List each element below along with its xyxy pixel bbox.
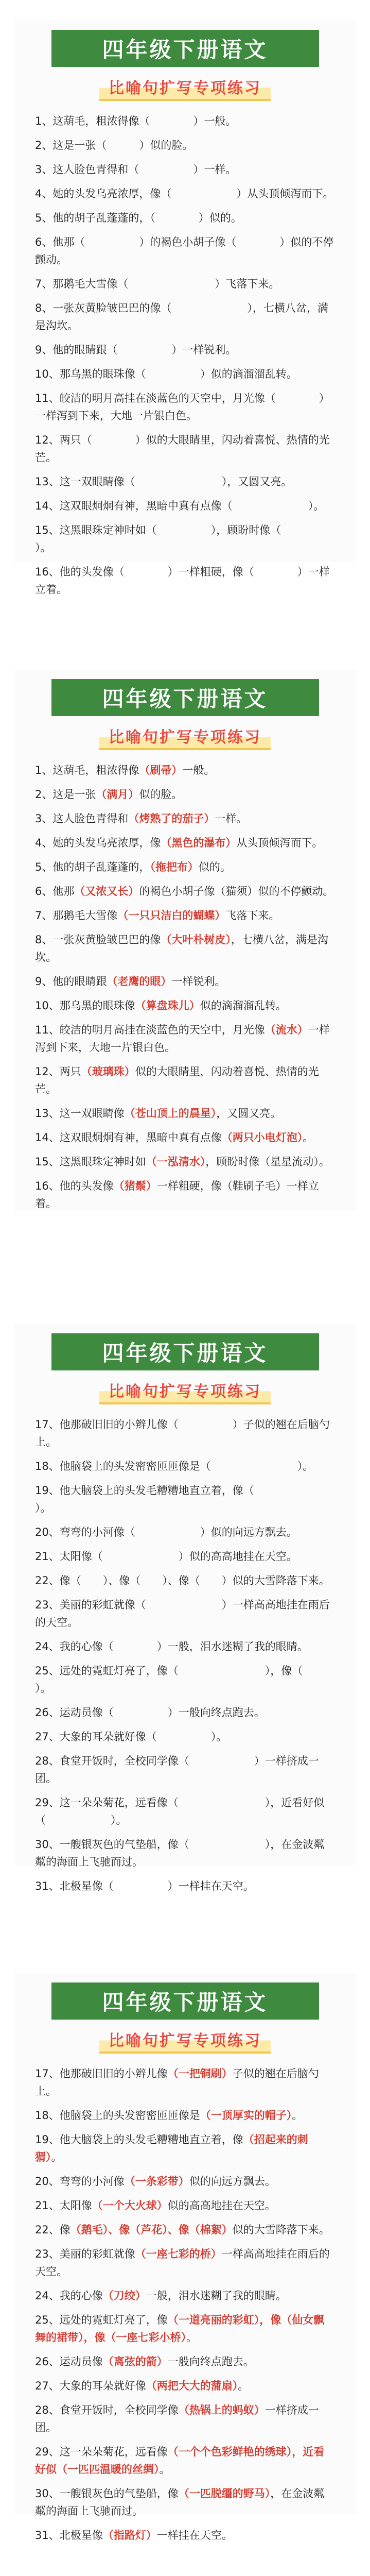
exercise-text-rest: 飞落下来。 [225, 909, 280, 922]
exercise-line [35, 1596, 335, 1631]
exercise-line [35, 473, 335, 490]
answer-text: （一匹脱缰的野马） [178, 2487, 271, 2500]
answer-text: （一道亮丽的彩虹），像（仙女飘舞的裙带），像（一座七彩小桥） [35, 2314, 325, 2344]
worksheet-2-answers [14, 670, 356, 1211]
exercise-text: 18、他脑袋上的头发密密匝匝像是（ ）。 [35, 1460, 314, 1472]
exercise-line [35, 1523, 335, 1541]
exercise-text: 10、那乌黑的眼珠像 [35, 999, 135, 1012]
exercise-text-rest: 似的大眼睛里，闪动着喜悦、热情的光芒。 [35, 1065, 319, 1095]
sheet-subtitle: 比喻句扩写专项练习 [99, 74, 271, 101]
exercise-text: 5、他的胡子乱蓬蓬的， [35, 861, 150, 873]
exercise-text: 24、我的心像（ ）一般，泪水迷糊了我的眼睛。 [35, 1640, 308, 1653]
exercise-line [35, 973, 335, 990]
exercise-line [35, 137, 335, 154]
exercise-line [35, 761, 335, 779]
answer-list [35, 761, 335, 1212]
sheet-title: 四年级下册语文 [51, 30, 319, 67]
sheet-title: 四年级下册语文 [51, 1333, 319, 1370]
exercise-text: 10、那乌黑的眼珠像（ ）似的滴溜溜乱转。 [35, 368, 297, 380]
exercise-line [35, 1105, 335, 1122]
answer-text: （拖把布） [150, 861, 199, 873]
exercise-text: 26、运动员像 [35, 2355, 103, 2368]
exercise-text-rest: ，顾盼时像（星星流动）。 [205, 1156, 330, 1168]
exercise-line [35, 389, 335, 425]
exercise-line [35, 1704, 335, 1721]
exercise-text-rest: ，在金波粼粼的海面上飞驰而过。 [35, 2487, 325, 2517]
exercise-line [35, 2287, 335, 2304]
answer-text: （招起来的刺猬） [35, 2133, 308, 2163]
sheet-subtitle: 比喻句扩写专项练习 [99, 1378, 271, 1404]
exercise-text-rest: 似的。 [198, 861, 231, 873]
exercise-line [35, 209, 335, 227]
exercise-text-rest: ，又圆又亮。 [216, 1107, 281, 1120]
answer-text: （苍山顶上的晨星） [124, 1107, 217, 1120]
exercise-text-rest: 。 [238, 2380, 249, 2392]
answer-text: （两把大大的蒲扇） [146, 2380, 238, 2392]
exercise-text: 20、弯弯的小河像 [35, 2175, 125, 2188]
exercise-text-rest: 似的脸。 [139, 788, 183, 801]
exercise-line [35, 1129, 335, 1146]
exercise-line [35, 431, 335, 466]
exercise-text: 14、这双眼炯炯有神，黑暗中真有点像 [35, 1131, 222, 1144]
exercise-line [35, 2443, 335, 2478]
exercise-line [35, 2107, 335, 2124]
exercise-text: 13、这一双眼睛像（ ），又圆又亮。 [35, 476, 292, 488]
answer-text: （一个个色彩鲜艳的绣球），近看好似（一匹匹温暖的丝绸） [35, 2446, 325, 2476]
exercise-text: 13、这一双眼睛像 [35, 1107, 125, 1120]
exercise-text: 25、远处的霓虹灯亮了，像 [35, 2314, 168, 2326]
exercise-line [35, 497, 335, 515]
exercise-text: 23、美丽的彩虹就像（ ）一样高高地挂在雨后的天空。 [35, 1599, 330, 1629]
answer-text: （算盘珠儿） [135, 999, 200, 1012]
answer-text: （热锅上的蚂蚁） [178, 2404, 265, 2416]
answer-text: （一泓清水） [146, 1156, 206, 1168]
exercise-text: 1、这葫毛，粗浓得像 [35, 764, 139, 776]
exercise-text: 3、这人脸色青得和 [35, 812, 129, 825]
answer-text: （猪鬃） [113, 1180, 157, 1192]
exercise-text: 31、北极星像（ ）一样挂在天空。 [35, 1880, 254, 1892]
exercise-text: 6、他那（ ）的褐色小胡子像（ ）似的不停颤动。 [35, 236, 334, 266]
sheet-title: 四年级下册语文 [51, 679, 319, 716]
answer-text: （鹅毛）、像（芦花）、像（棉絮） [70, 2224, 233, 2236]
exercise-text: 5、他的胡子乱蓬蓬的，（ ）似的。 [35, 212, 242, 224]
exercise-text: 2、这是一张 [35, 788, 96, 801]
exercise-line [35, 786, 335, 803]
exercise-text-rest: 一般。 [182, 764, 215, 776]
exercise-text: 7、那鹅毛大雪像（ ）飞落下来。 [35, 278, 280, 290]
answer-text: （两只小电灯泡） [221, 1131, 303, 1144]
exercise-text: 19、他大脑袋上的头发毛糟糟地直立着，像 [35, 2133, 243, 2146]
answer-text: （又浓又长） [74, 885, 139, 897]
exercise-line [35, 299, 335, 334]
exercise-line [35, 112, 335, 130]
sheet-subtitle: 比喻句扩写专项练习 [99, 723, 271, 750]
exercise-text: 27、大象的耳朵就好像（ ）。 [35, 1731, 227, 1743]
answer-text: （一只只洁白的蝴蝶） [117, 909, 226, 922]
exercise-text: 4、她的头发乌亮浓厚，像 [35, 837, 161, 849]
exercise-line [35, 161, 335, 178]
exercise-text: 25、远处的霓虹灯亮了，像（ ），像（ ）。 [35, 1665, 346, 1694]
exercise-text-rest: 一样高高地挂在雨后的天空。 [35, 2248, 330, 2278]
exercise-text: 22、像 [35, 2224, 71, 2236]
exercise-line [35, 907, 335, 924]
answer-text: （一把铜刷） [167, 2067, 233, 2080]
exercise-text-rest: 一般，泪水迷糊了我的眼睛。 [146, 2290, 287, 2302]
exercise-text-rest: 的褐色小胡子像（猫须）似的不停颤动。 [139, 885, 334, 897]
answer-text: （一个大火球） [92, 2199, 168, 2212]
exercise-line [35, 2221, 335, 2239]
exercise-text-rest: 一般向终点跑去。 [167, 2355, 254, 2368]
worksheet-3 [14, 1324, 356, 1892]
exercise-text: 7、那鹅毛大雪像 [35, 909, 118, 922]
exercise-line [35, 2401, 335, 2436]
exercise-text: 21、太阳像 [35, 2199, 92, 2212]
exercise-text: 11、皎洁的明月高挂在淡蓝色的天空中，月光像 [35, 1024, 265, 1036]
exercise-text: 1、这葫毛，粗浓得像（ ）一般。 [35, 115, 237, 127]
exercise-text: 22、像（ ）、像（ ）、像（ ）似的大雪降落下来。 [35, 1574, 330, 1587]
exercise-text: 8、一张灰黄脸皱巴巴的像 [35, 934, 161, 946]
exercise-line [35, 1482, 335, 1517]
worksheet-1 [14, 21, 356, 596]
exercise-line [35, 883, 335, 900]
exercise-text: 19、他大脑袋上的头发毛糟糟地直立着，像（ ）。 [35, 1484, 319, 1514]
answer-text: （大叶朴树皮） [161, 934, 231, 946]
exercise-line [35, 1458, 335, 1475]
exercise-line [35, 2353, 335, 2370]
exercise-line [35, 1063, 335, 1098]
exercise-line [35, 1153, 335, 1171]
exercise-line [35, 1548, 335, 1565]
exercise-line [35, 2311, 335, 2346]
exercise-text-rest: 一样。 [215, 812, 248, 825]
answer-text: （老鹰的眼） [107, 975, 172, 988]
exercise-text-rest: 。 [303, 1131, 314, 1144]
exercise-line [35, 341, 335, 359]
exercise-line [35, 1836, 335, 1871]
exercise-line [35, 858, 335, 876]
exercise-text-rest: 。 [292, 2109, 303, 2122]
exercise-text-rest: 。 [159, 2463, 170, 2476]
worksheet-4-answers [14, 1973, 356, 2541]
exercise-text: 15、这黑眼珠定神时如 [35, 1156, 146, 1168]
answer-text: （烤熟了的茄子） [128, 812, 215, 825]
exercise-line [35, 2131, 335, 2166]
sheet-subtitle: 比喻句扩写专项练习 [99, 2027, 271, 2054]
exercise-text-rest: 一样挤成一团。 [35, 2404, 319, 2434]
answer-text: （一顶厚实的帽子） [200, 2109, 292, 2122]
exercise-line [35, 1177, 335, 1212]
exercise-text: 3、这人脸色青得和（ ）一样。 [35, 163, 237, 176]
exercise-text-rest: 从头顶倾泻而下。 [236, 837, 323, 849]
exercise-text: 20、弯弯的小河像（ ）似的向远方飘去。 [35, 1526, 297, 1538]
exercise-text-rest: 似的向远方飘去。 [189, 2175, 276, 2188]
exercise-text: 27、大象的耳朵就好像 [35, 2380, 146, 2392]
answer-text: （指路灯） [102, 2529, 157, 2541]
exercise-line [35, 1662, 346, 1697]
exercise-text: 28、食堂开饭时，全校同学像 [35, 2404, 179, 2416]
exercise-text: 23、美丽的彩虹就像 [35, 2248, 135, 2260]
exercise-text: 17、他那破旧旧的小辫儿像 [35, 2067, 168, 2080]
exercise-text: 4、她的头发乌亮浓厚，像（ ）从头顶倾泻而下。 [35, 188, 334, 200]
exercise-text-rest: 。 [186, 2331, 197, 2344]
exercise-text: 8、一张灰黄脸皱巴巴的像（ ），七横八岔，满是沟坎。 [35, 302, 328, 332]
exercise-text: 26、运动员像（ ）一般向终点跑去。 [35, 1706, 265, 1719]
exercise-line [35, 810, 335, 827]
exercise-text: 21、太阳像（ ）似的高高地挂在天空。 [35, 1550, 297, 1563]
answer-text: （一座七彩的桥） [135, 2248, 222, 2260]
exercise-line [35, 1572, 335, 1589]
exercise-list [35, 112, 335, 598]
answer-text: （流水） [265, 1024, 308, 1036]
answer-text: （刷帚） [139, 764, 183, 776]
exercise-text: 12、两只 [35, 1065, 81, 1078]
exercise-text-rest: 似的高高地挂在天空。 [167, 2199, 276, 2212]
exercise-text: 15、这黑眼珠定神时如（ ），顾盼时像（ ）。 [35, 524, 336, 554]
exercise-line [35, 2485, 335, 2520]
exercise-text-rest: 一样泻到下来，大地一片银白色。 [35, 1024, 330, 1054]
exercise-list [35, 1416, 346, 1895]
exercise-text-rest: 一样锐利。 [171, 975, 226, 988]
exercise-text: 31、北极星像 [35, 2529, 103, 2541]
exercise-text: 16、他的头发像（ ）一样粗硬，像（ ）一样立着。 [35, 566, 330, 596]
exercise-line [35, 931, 335, 966]
exercise-text: 11、皎洁的明月高挂在淡蓝色的天空中，月光像（ ）一样泻到下来，大地一片银白色。 [35, 392, 330, 422]
exercise-line [35, 2245, 335, 2280]
exercise-line [35, 2527, 335, 2544]
exercise-text-rest: ，七横八岔，满是沟坎。 [35, 934, 328, 963]
exercise-text: 12、两只（ ）似的大眼睛里，闪动着喜悦、热情的光芒。 [35, 434, 330, 464]
exercise-text: 29、这一朵朵菊花，远看像 [35, 2446, 168, 2458]
exercise-text-rest: 似的大雪降落下来。 [232, 2224, 330, 2236]
exercise-line [35, 2173, 335, 2190]
exercise-text: 2、这是一张（ ）似的脸。 [35, 139, 193, 151]
exercise-text: 24、我的心像 [35, 2290, 103, 2302]
exercise-text-rest: 。 [51, 2151, 62, 2163]
answer-text: （玻璃珠） [81, 1065, 135, 1078]
exercise-text: 28、食堂开饭时，全校同学像（ ）一样挤成一团。 [35, 1755, 319, 1785]
exercise-text: 9、他的眼睛跟（ ）一样锐利。 [35, 344, 237, 356]
answer-text: （一条彩带） [124, 2175, 189, 2188]
exercise-line [35, 2377, 335, 2395]
exercise-text: 9、他的眼睛跟 [35, 975, 107, 988]
exercise-line [35, 563, 335, 598]
exercise-line [35, 185, 335, 202]
answer-list [35, 2065, 335, 2544]
exercise-line [35, 997, 335, 1014]
exercise-text-rest: 一样粗硬，像（鞋刷子毛）一样立着。 [35, 1180, 319, 1210]
exercise-text: 17、他那破旧旧的小辫儿像（ ）子似的翘在后脑勺上。 [35, 1418, 330, 1448]
exercise-text-rest: 似的滴溜溜乱转。 [200, 999, 287, 1012]
answer-text: （满月） [96, 788, 139, 801]
sheet-title: 四年级下册语文 [51, 1982, 319, 2020]
exercise-text: 14、这双眼炯炯有神，黑暗中真有点像（ ）。 [35, 500, 325, 512]
exercise-line [35, 365, 335, 383]
answer-text: （刀绞） [102, 2290, 146, 2302]
exercise-line [35, 1021, 335, 1056]
exercise-line [35, 1752, 335, 1787]
exercise-line [35, 1794, 335, 1829]
answer-text: （黑色的瀑布） [161, 837, 237, 849]
exercise-line [35, 1638, 335, 1655]
exercise-line [35, 1416, 335, 1451]
exercise-text: 6、他那 [35, 885, 75, 897]
exercise-line [35, 1728, 335, 1745]
exercise-line [35, 834, 335, 852]
exercise-text: 30、一艘银灰色的气垫船，像 [35, 2487, 179, 2500]
answer-text: （离弦的箭） [102, 2355, 168, 2368]
exercise-line [35, 2197, 335, 2214]
exercise-line [35, 233, 335, 268]
exercise-line [35, 275, 335, 293]
exercise-text: 18、他脑袋上的头发密密匝匝像是 [35, 2109, 200, 2122]
exercise-line [35, 521, 335, 556]
exercise-text: 16、他的头发像 [35, 1180, 114, 1192]
exercise-text: 29、这一朵朵菊花，远看像（ ），近看好似（ ）。 [35, 1797, 325, 1826]
exercise-text: 30、一艘银灰色的气垫船，像（ ），在金波粼粼的海面上飞驰而过。 [35, 1838, 325, 1868]
exercise-line [35, 1877, 335, 1895]
exercise-line [35, 2065, 335, 2100]
exercise-text-rest: 一样挂在天空。 [156, 2529, 233, 2541]
exercise-text-rest: 子似的翘在后脑勺上。 [35, 2067, 319, 2097]
